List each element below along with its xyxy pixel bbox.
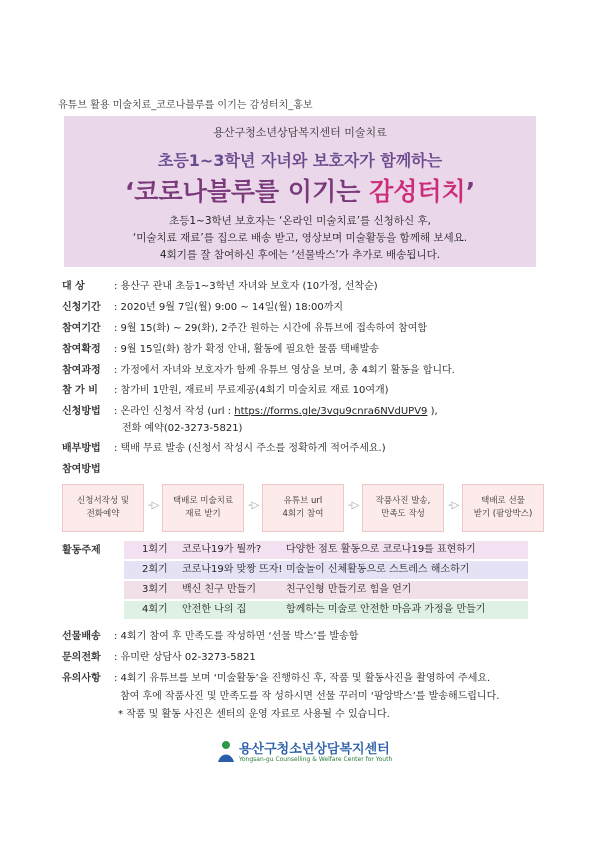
info-label: 선물배송 — [62, 631, 101, 642]
flow-step-line: 4회기 참여 — [282, 509, 324, 519]
sessions-label: 활동주제 — [62, 545, 101, 556]
session-desc: 친구인형 만들기로 힘을 얻기 — [286, 584, 412, 595]
banner-description — [64, 213, 536, 264]
info-value: : 2020년 9월 7일(월) 9:00 ~ 14일(월) 18:00까지 — [114, 302, 344, 313]
note-text: 참여 후에 작품사진 및 만족도를 작 성하시면 선물 꾸러미 ‘팜앙박스’를 발송해드립니다. — [120, 691, 500, 702]
flow-step-line: 전화예약 — [86, 509, 120, 519]
flow-step-line: 받기 (팜앙박스) — [473, 509, 533, 519]
banner-title-highlight: 감성터치 — [369, 177, 466, 206]
banner-desc-line: 초등1~3학년 보호자는 ‘온라인 미술치료’를 신청하신 후, — [169, 215, 431, 227]
banner-title-prefix: ‘코로나블루를 이기는 — [124, 177, 370, 206]
flow-step — [362, 484, 444, 532]
info-value: : 가정에서 자녀와 보호자가 함께 유튜브 영상을 보며, 총 4회기 활동을 합니다. — [114, 365, 455, 376]
flow-step — [462, 484, 544, 532]
info-label: 참 가 비 — [62, 385, 98, 396]
program-banner — [64, 116, 536, 267]
session-desc: 함께하는 미술로 안전한 마음과 가정을 만들기 — [286, 604, 486, 615]
session-title: 코로나19와 맞짱 뜨자! — [182, 564, 283, 575]
info-value — [114, 405, 438, 418]
info-value: : 참가비 1만원, 재료비 무료제공(4회기 미술치료 재료 10여개) — [114, 385, 389, 396]
info-label: 배부방법 — [62, 443, 101, 454]
info-label: 대 상 — [62, 281, 85, 292]
apply-form-link[interactable]: https://forms.gle/3vqu9cnra6NVdUPV9 — [234, 406, 428, 417]
flow-step-line: 작품사진 발송, — [375, 496, 431, 506]
participation-flow — [62, 484, 542, 530]
session-row — [124, 561, 528, 579]
session-desc: 다양한 점토 활동으로 코로나19를 표현하기 — [286, 544, 476, 555]
session-number: 4회기 — [142, 604, 168, 615]
banner-org: 용산구청소년상담복지센터 미술치료 — [213, 126, 387, 139]
banner-desc-line: 4회기를 잘 참여하신 후에는 ‘선물박스’가 추가로 배송됩니다. — [159, 249, 441, 261]
flow-step-line: 택배로 선물 — [481, 496, 525, 506]
info-label: 참여과정 — [62, 365, 101, 376]
info-label: 문의전화 — [62, 652, 101, 663]
session-desc: 미술놀이 신체활동으로 스트레스 해소하기 — [286, 564, 470, 575]
banner-title — [64, 172, 536, 208]
session-title: 안전한 나의 집 — [182, 604, 247, 615]
info-value: : 4회기 유튜브를 보며 ‘미술활동’을 진행하신 후, 작품 및 활동사진을 촬영하여 주세요. — [114, 673, 491, 684]
session-title: 백신 친구 만들기 — [182, 584, 256, 595]
session-row — [124, 601, 528, 619]
flow-step-line: 재료 받기 — [185, 509, 221, 519]
info-label: 신청방법 — [62, 406, 101, 417]
arrow-right-icon: -▷ — [148, 500, 160, 511]
info-value: : 유미란 상담사 02-3273-5821 — [114, 652, 256, 663]
apply-prefix: : 온라인 신청서 작성 (url : — [114, 406, 235, 417]
arrow-right-icon: -▷ — [248, 500, 260, 511]
info-value: : 택배 무료 발송 (신청서 작성시 주소를 정확하게 적어주세요.) — [114, 443, 386, 454]
flow-step-line: 유튜브 url — [283, 496, 323, 506]
note-text: * 작품 및 활동 사진은 센터의 운영 자료로 사용될 수 있습니다. — [118, 709, 390, 720]
arrow-right-icon: -▷ — [348, 500, 360, 511]
flow-step-line: 신청서작성 및 — [77, 496, 129, 506]
banner-subtitle: 초등1~3학년 자녀와 보호자가 함께하는 — [157, 151, 443, 170]
flow-step — [162, 484, 244, 532]
info-label: 참여기간 — [62, 323, 101, 334]
apply-suffix: ), — [427, 406, 438, 417]
session-row — [124, 541, 528, 559]
apply-phone: 전화 예약(02-3273-5821) — [122, 423, 243, 434]
session-number: 3회기 — [142, 584, 168, 595]
info-value: : 용산구 관내 초등1~3학년 자녀와 보호자 (10가정, 선착순) — [114, 281, 378, 292]
flow-step — [62, 484, 144, 532]
center-name-english: Yongsan-gu Counselling & Welfare Center for Youth — [239, 756, 393, 763]
banner-desc-line: ‘미술치료 재료’를 집으로 배송 받고, 영상보며 미술활동을 함께해 보세요. — [132, 232, 468, 244]
flow-step — [262, 484, 344, 532]
center-name-korean: 용산구청소년상담복지센터 — [239, 742, 390, 757]
info-value: : 9월 15일(화) 참가 확정 안내, 활동에 필요한 물품 택배발송 — [114, 344, 379, 355]
session-title: 코로나19가 뭘까? — [182, 544, 262, 555]
center-emblem-icon — [215, 740, 237, 764]
arrow-right-icon: -▷ — [448, 500, 460, 511]
info-value: : 4회기 참여 후 만족도를 작성하면 ‘선물 박스’를 발송함 — [114, 631, 359, 642]
info-label: 참여확정 — [62, 344, 101, 355]
flow-step-line: 만족도 작성 — [381, 509, 425, 519]
session-number: 2회기 — [142, 564, 168, 575]
center-logo — [215, 738, 395, 768]
info-value: : 9월 15(화) ~ 29(화), 2주간 원하는 시간에 유튜브에 접속하여 참여함 — [114, 323, 428, 334]
info-label: 유의사항 — [62, 673, 101, 684]
session-row — [124, 581, 528, 599]
info-label: 신청기간 — [62, 302, 101, 313]
session-number: 1회기 — [142, 544, 168, 555]
info-label: 참여방법 — [62, 464, 101, 475]
flow-step-line: 택배로 미술치료 — [172, 496, 234, 506]
banner-title-suffix: ’ — [465, 177, 476, 206]
document-title: 유튜브 활용 미술치료_코로나블루를 이기는 감성터치_홍보 — [58, 100, 313, 111]
